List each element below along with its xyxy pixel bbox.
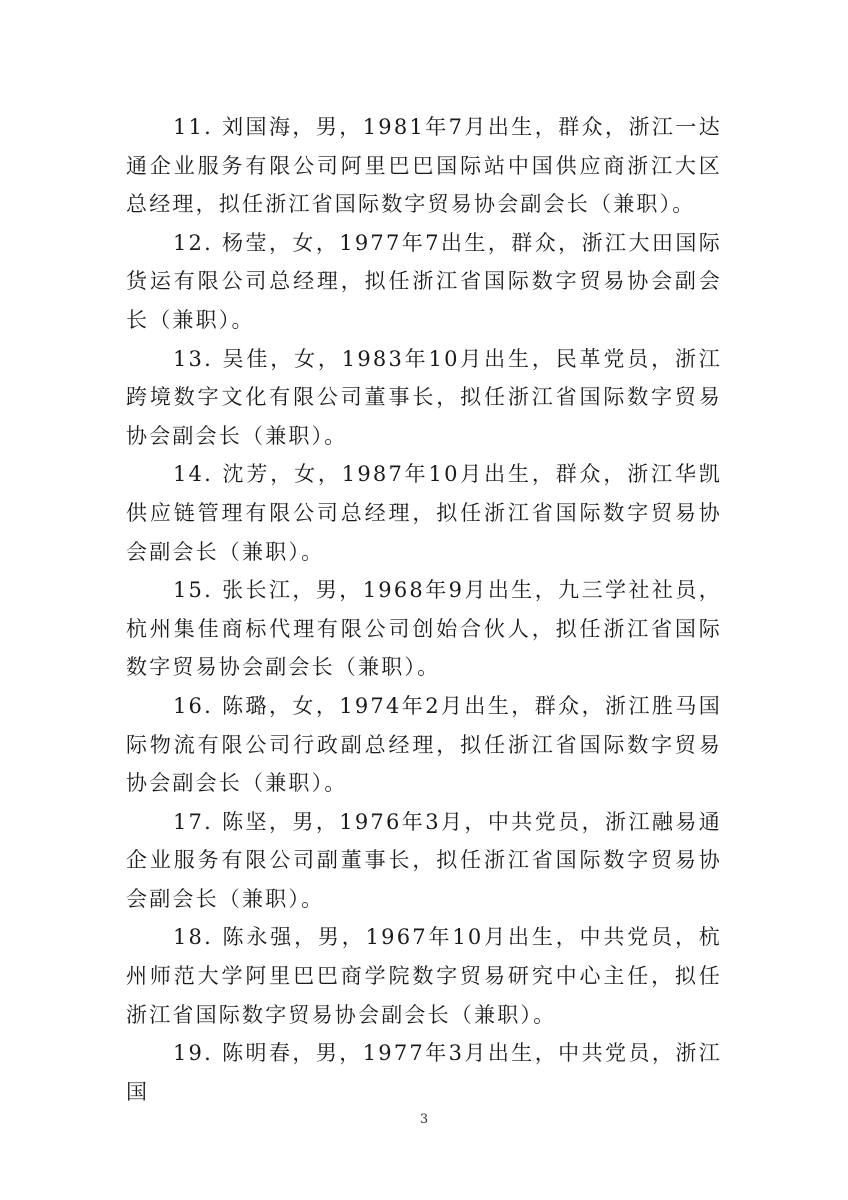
paragraph-item-19: 19. 陈明春，男，1977年3月出生，中共党员，浙江国 [126, 1041, 722, 1104]
paragraph-item-15: 15. 张长江，男，1968年9月出生，九三学社社员，杭州集佳商标代理有限公司创始合伙人，拟任浙江省国际数字贸易协会副会长（兼职）。 [126, 578, 722, 680]
paragraph-item-11: 11. 刘国海，男，1981年7月出生，群众，浙江一达通企业服务有限公司阿里巴巴国际站中国供应商浙江大区总经理，拟任浙江省国际数字贸易协会副会长（兼职）。 [126, 115, 722, 217]
paragraph-item-16: 16. 陈璐，女，1974年2月出生，群众，浙江胜马国际物流有限公司行政副总经理，拟任浙江省国际数字贸易协会副会长（兼职）。 [126, 693, 722, 796]
paragraph-item-17: 17. 陈坚，男，1976年3月，中共党员，浙江融易通企业服务有限公司副董事长，拟任浙江省国际数字贸易协会副会长（兼职）。 [126, 809, 722, 911]
paragraph-item-18: 18. 陈永强，男，1967年10月出生，中共党员，杭州师范大学阿里巴巴商学院数字贸易研究中心主任，拟任浙江省国际数字贸易协会副会长（兼职）。 [126, 925, 722, 1027]
document-body [126, 108, 722, 1111]
paragraph-item-13: 13. 吴佳，女，1983年10月出生，民革党员，浙江跨境数字文化有限公司董事长，拟任浙江省国际数字贸易协会副会长（兼职）。 [126, 346, 722, 448]
paragraph-item-14: 14. 沈芳，女，1987年10月出生，群众，浙江华凯供应链管理有限公司总经理，拟任浙江省国际数字贸易协会副会长（兼职）。 [126, 462, 722, 564]
paragraph-item-12: 12. 杨莹，女，1977年7出生，群众，浙江大田国际货运有限公司总经理，拟任浙江省国际数字贸易协会副会长（兼职）。 [126, 230, 722, 332]
page-number: 3 [419, 1112, 429, 1127]
